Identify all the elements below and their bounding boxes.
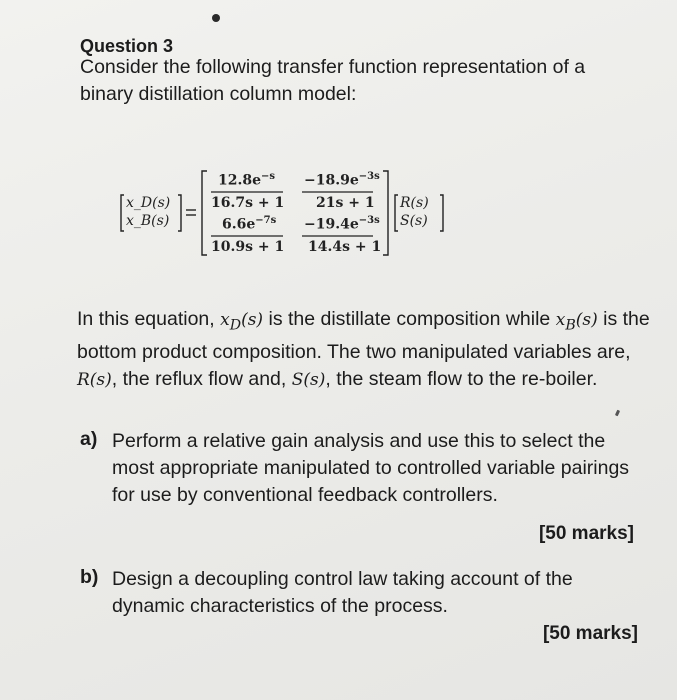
xb-symbol: $x_B(s)$: [555, 310, 598, 334]
transfer-function-equation: [120, 165, 460, 260]
lhs-xb: x_B(s): [126, 213, 170, 229]
g22-denominator: 14.4s + 1: [308, 239, 382, 255]
item-b-marks: [50 marks]: [542, 623, 638, 644]
g22-numerator: $-19.4e^{-3s}$: [304, 215, 380, 233]
item-b-text: Design a decoupling control law taking account of the dynamic characteristics of the process.: [112, 568, 573, 617]
lhs-vector: [126, 194, 170, 230]
g21-denominator: 10.9s + 1: [211, 239, 285, 255]
g21-numerator: $6.6e^{-7s}$: [222, 215, 277, 233]
g11-denominator: 16.7s + 1: [211, 195, 285, 211]
item-a-label: a): [80, 428, 98, 450]
stray-mark: [615, 410, 620, 417]
bullet-dot: [212, 14, 220, 22]
r-symbol: R(s): [77, 370, 112, 391]
s-symbol: S(s): [291, 370, 326, 391]
item-b-label: b): [80, 566, 99, 588]
g12-numerator: $-18.9e^{-3s}$: [304, 171, 380, 189]
lhs-xd: x_D(s): [126, 195, 171, 211]
question-heading: Question 3: [80, 36, 174, 56]
g11-numerator: $12.8e^{-s}$: [218, 171, 276, 189]
rhs-vector: [400, 194, 429, 230]
g12-denominator: 21s + 1: [316, 195, 375, 211]
rhs-s: S(s): [400, 213, 428, 229]
rhs-r: R(s): [400, 195, 429, 211]
intro-paragraph: Consider the following transfer function representation of a binary distillation column model:: [80, 56, 586, 105]
explanation-paragraph: In this equation, $x_D(s)$ is the distillate composition while $x_B(s)$ is the bottom product composition. The two manipulated variables are, R(s), the reflux flow and, S(s), the steam flow to the re-boiler.: [77, 308, 650, 391]
xd-symbol: $x_D(s)$: [220, 310, 264, 334]
item-a-marks: [50 marks]: [538, 523, 634, 544]
item-a-text: Perform a relative gain analysis and use this to select the most appropriate manipulated to controlled variable pairings for use by conventional feedback controllers.: [112, 430, 630, 506]
